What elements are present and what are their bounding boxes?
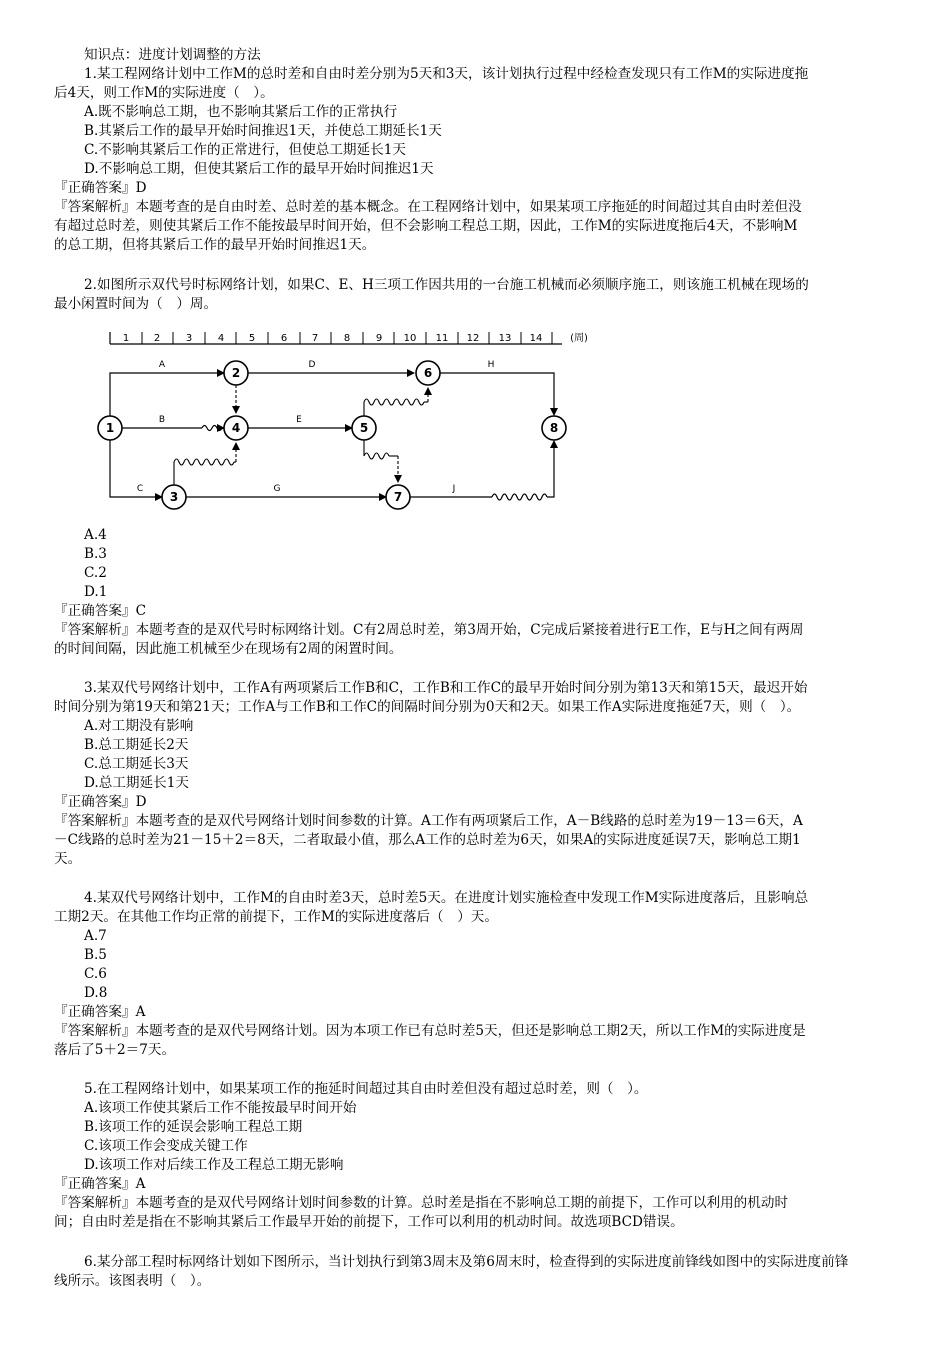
node-8: 8 (549, 421, 559, 435)
tick-label: 3 (185, 333, 193, 344)
q2-option-d: D.1 (84, 584, 108, 600)
q1-answer: 『正确答案』D (54, 180, 147, 196)
tick-label: 11 (435, 333, 449, 344)
q3-analysis-line-1: 『答案解析』本题考查的是双代号网络计划时间参数的计算。A工作有两项紧后工作，A－B线路的总时差为19－13＝6天，A (54, 813, 803, 829)
q2-option-c: C.2 (84, 565, 107, 581)
activity-label-c: C (136, 484, 144, 494)
node-3: 3 (169, 490, 179, 504)
topic-heading: 知识点：进度计划调整的方法 (84, 47, 261, 63)
q4-option-d: D.8 (84, 985, 108, 1001)
q3-stem-line-2: 时间分别为第19天和第21天；工作A与工作B和工作C的间隔时间分别为0天和2天。如果工作A实际进度拖延7天，则（ ）。 (54, 699, 801, 715)
q1-analysis-line-1: 『答案解析』本题考查的是自由时差、总时差的基本概念。在工程网络计划中，如果某项工序拖延的时间超过其自由时差但没 (54, 199, 802, 215)
q5-analysis-line-2: 间；自由时差是指在不影响其紧后工作最早开始的前提下，工作可以利用的机动时间。故选项BCD错误。 (54, 1214, 684, 1230)
tick-label: 1 (122, 333, 130, 344)
q2-option-a: A.4 (84, 527, 107, 543)
tick-label: 2 (153, 333, 161, 344)
q3-option-b: B.总工期延长2天 (84, 737, 189, 753)
q5-stem-line-1: 5.在工程网络计划中，如果某项工作的拖延时间超过其自由时差但没有超过总时差，则（ ）。 (84, 1081, 648, 1097)
tick-label: 14 (529, 333, 543, 344)
node-6: 6 (423, 366, 433, 380)
q1-option-b: B.其紧后工作的最早开始时间推迟1天，并使总工期延长1天 (84, 123, 442, 139)
activity-label-a: A (158, 360, 166, 370)
activity-label-d: D (308, 360, 316, 370)
q5-option-a: A.该项工作使其紧后工作不能按最早时间开始 (84, 1100, 357, 1116)
q2-analysis-line-1: 『答案解析』本题考查的是双代号时标网络计划。C有2周总时差，第3周开始，C完成后紧接着进行E工作，E与H之间有两周 (54, 622, 804, 638)
node-4: 4 (231, 421, 241, 435)
q2-option-b: B.3 (84, 546, 107, 562)
q2-analysis-line-2: 的时间间隔，因此施工机械至少在现场有2周的闲置时间。 (54, 641, 403, 657)
tick-label: 4 (217, 333, 225, 344)
q4-stem-line-1: 4.某双代号网络计划中，工作M的自由时差3天，总时差5天。在进度计划实施检查中发现工作M实际进度落后，且影响总 (84, 890, 809, 906)
tick-label: 12 (466, 333, 480, 344)
q5-answer: 『正确答案』A (54, 1176, 146, 1192)
q2-stem-line-2: 最小闲置时间为（ ）周。 (54, 296, 218, 312)
q5-option-d: D.该项工作对后续工作及工程总工期无影响 (84, 1157, 344, 1173)
tick-label: 13 (498, 333, 512, 344)
q4-stem-line-2: 工期2天。在其他工作均正常的前提下，工作M的实际进度落后（ ）天。 (54, 909, 498, 925)
node-7: 7 (393, 490, 403, 504)
q5-option-c: C.该项工作会变成关键工作 (84, 1138, 248, 1154)
q2-answer: 『正确答案』C (54, 603, 146, 619)
tick-label: 7 (311, 333, 319, 344)
time-unit-label: (周) (570, 333, 588, 344)
node-1: 1 (105, 421, 115, 435)
activity-label-e: E (296, 415, 302, 425)
q3-stem-line-1: 3.某双代号网络计划中，工作A有两项紧后工作B和C，工作B和工作C的最早开始时间分别为第13天和第15天，最迟开始 (84, 680, 808, 696)
q1-option-d: D.不影响总工期，但使其紧后工作的最早开始时间推迟1天 (84, 161, 434, 177)
q5-analysis-line-1: 『答案解析』本题考查的是双代号网络计划时间参数的计算。总时差是指在不影响总工期的前提下，工作可以利用的机动时 (54, 1195, 789, 1211)
activity-label-g: G (273, 484, 281, 494)
activity-label-b: B (158, 415, 166, 425)
node-5: 5 (359, 421, 369, 435)
q4-analysis-line-1: 『答案解析』本题考查的是双代号网络计划。因为本项工作已有总时差5天，但还是影响总工期2天，所以工作M的实际进度是 (54, 1023, 806, 1039)
q3-option-d: D.总工期延长1天 (84, 775, 189, 791)
activity-label-h: H (487, 360, 495, 370)
q2-stem-line-1: 2.如图所示双代号时标网络计划，如果C、E、H三项工作因共用的一台施工机械而必须顺序施工，则该施工机械在现场的 (84, 277, 809, 293)
q4-option-c: C.6 (84, 966, 107, 982)
q6-stem-line-1: 6.某分部工程时标网络计划如下图所示，当计划执行到第3周末及第6周末时，检查得到的实际进度前锋线如图中的实际进度前锋 (84, 1254, 849, 1270)
network-nodes (98, 361, 566, 509)
q1-stem-line-2: 后4天，则工作M的实际进度（ ）。 (54, 85, 274, 101)
node-2: 2 (231, 366, 241, 380)
tick-label: 10 (403, 333, 417, 344)
q5-option-b: B.该项工作的延误会影响工程总工期 (84, 1119, 303, 1135)
time-scaled-network-diagram (96, 322, 596, 518)
q4-option-a: A.7 (84, 928, 107, 944)
tick-label: 5 (248, 333, 256, 344)
tick-label: 9 (375, 333, 383, 344)
q6-stem-line-2: 线所示。该图表明（ ）。 (54, 1273, 211, 1289)
tick-label: 8 (343, 333, 351, 344)
q3-analysis-line-3: 天。 (54, 851, 82, 867)
q4-option-b: B.5 (84, 947, 107, 963)
q1-option-a: A.既不影响总工期，也不影响其紧后工作的正常执行 (84, 104, 398, 120)
tick-label: 6 (280, 333, 288, 344)
q1-analysis-line-3: 的总工期，但将其紧后工作的最早开始时间推迟1天。 (54, 237, 376, 253)
q3-analysis-line-2: －C线路的总时差为21－15＋2＝8天，二者取最小值，那么A工作的总时差为6天，如果A的实际进度延误7天，影响总工期1 (54, 832, 801, 848)
q1-stem-line-1: 1.某工程网络计划中工作M的总时差和自由时差分别为5天和3天，该计划执行过程中经检查发现只有工作M的实际进度拖 (84, 66, 809, 82)
q4-analysis-line-2: 落后了5＋2＝7天。 (54, 1042, 176, 1058)
time-scale (110, 332, 588, 344)
q1-analysis-line-2: 有超过总时差，则使其紧后工作不能按最早时间开始，但不会影响工程总工期，因此，工作M的实际进度拖后4天，不影响M (54, 218, 798, 234)
activity-arrows (110, 373, 554, 500)
q3-option-a: A.对工期没有影响 (84, 718, 194, 734)
q4-answer: 『正确答案』A (54, 1004, 146, 1020)
q3-option-c: C.总工期延长3天 (84, 756, 189, 772)
q3-answer: 『正确答案』D (54, 794, 147, 810)
dummy-arrows (174, 385, 428, 485)
activity-label-j: J (452, 484, 456, 494)
q1-option-c: C.不影响其紧后工作的正常进行，但使总工期延长1天 (84, 142, 406, 158)
